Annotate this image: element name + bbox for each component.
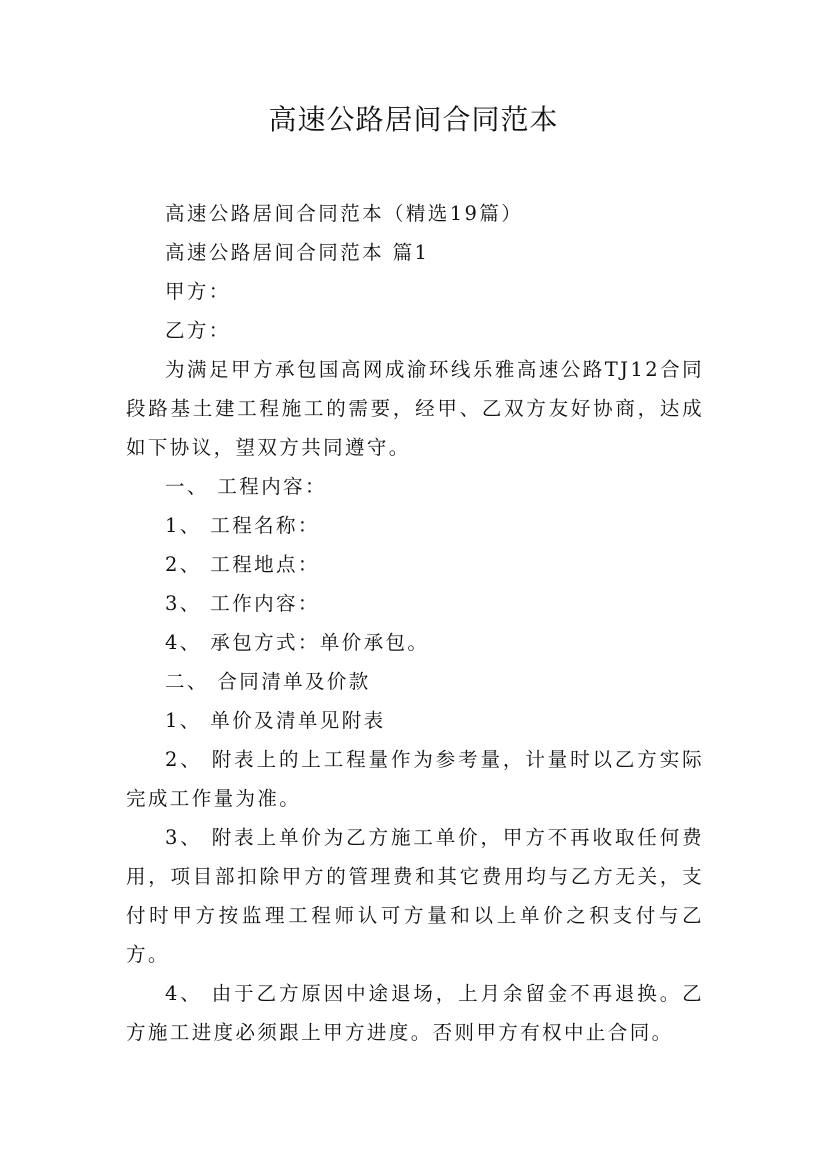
paragraph-party-a: 甲方： [165, 280, 231, 303]
document-title: 高速公路居间合同范本 [268, 103, 559, 136]
paragraph-project-location: 2、 工程地点： [165, 553, 320, 576]
paragraph-project-name: 1、 工程名称： [165, 514, 320, 537]
paragraph-price-list: 1、 单价及清单见附表 [165, 709, 386, 732]
paragraph-clause-2: 二、 合同清单及价款 [165, 670, 371, 693]
paragraph-work-content: 3、 工作内容： [165, 592, 320, 615]
document-body [126, 194, 704, 1052]
paragraph-section-heading: 高速公路居间合同范本 篇1 [165, 241, 430, 264]
paragraph-party-b: 乙方： [165, 319, 231, 342]
paragraph-preamble: 为满足甲方承包国高网成渝环线乐雅高速公路TJ12合同段路基土建工程施工的需要，经甲、乙双方友好协商，达成如下协议，望双方共同遵守。 [126, 358, 704, 459]
paragraph-unit-price: 3、 附表上单价为乙方施工单价，甲方不再收取任何费用，项目部扣除甲方的管理费和其它费用均与乙方无关，支付时甲方按监理工程师认可方量和以上单价之积支付与乙方。 [126, 826, 704, 966]
paragraph-quantity: 2、 附表上的上工程量作为参考量，计量时以乙方实际完成工作量为准。 [126, 748, 704, 810]
paragraph-withdrawal: 4、 由于乙方原因中途退场，上月余留金不再退换。乙方施工进度必须跟上甲方进度。否则甲方有权中止合同。 [126, 982, 704, 1044]
paragraph-subtitle: 高速公路居间合同范本（精选19篇） [165, 202, 524, 225]
paragraph-contract-method: 4、 承包方式：单价承包。 [165, 631, 430, 654]
paragraph-clause-1: 一、 工程内容： [165, 475, 327, 498]
